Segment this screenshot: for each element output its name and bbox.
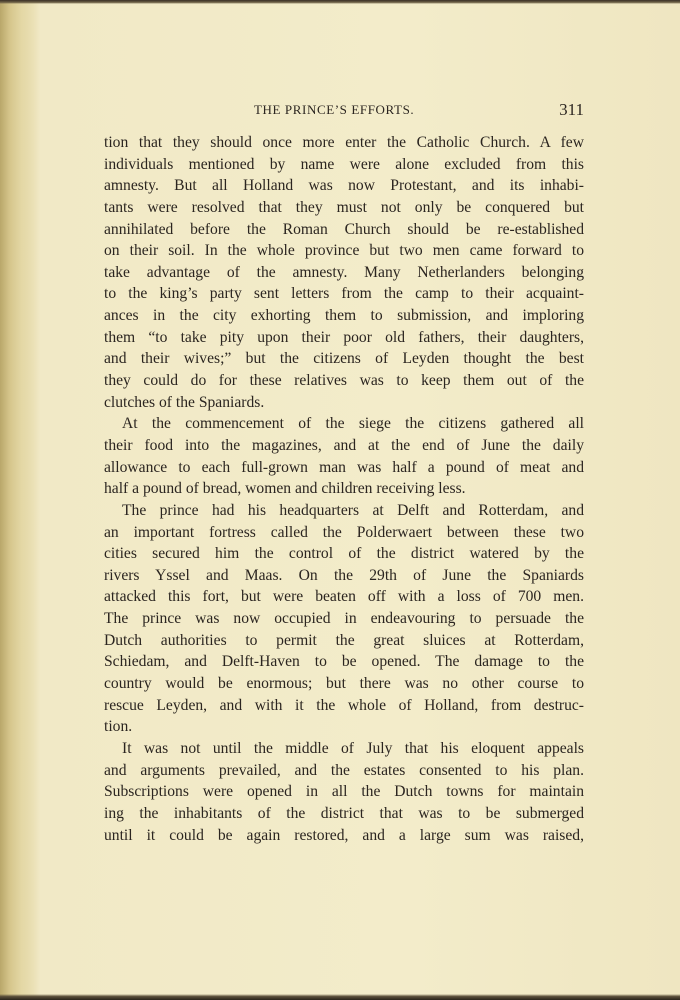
top-page-edge bbox=[0, 0, 680, 4]
text-line: rivers Yssel and Maas. On the 29th of June the Spaniards bbox=[104, 566, 584, 584]
text-line: country would be enormous; but there was no other course to bbox=[104, 675, 584, 693]
text-line: tion. bbox=[104, 718, 133, 736]
page-gutter bbox=[0, 0, 40, 1000]
text-line: and arguments prevailed, and the estates consented to his plan. bbox=[104, 761, 584, 779]
text-line: them “to take pity upon their poor old fathers, their daughters, bbox=[104, 328, 584, 346]
text-line: Schiedam, and Delft-Haven to be opened. The damage to the bbox=[104, 653, 584, 671]
running-head: THE PRINCE’S EFFORTS. bbox=[254, 102, 415, 117]
text-line: tion that they should once more enter the Catholic Church. A few bbox=[104, 134, 584, 151]
text-line: Dutch authorities to permit the great sluices at Rotterdam, bbox=[104, 631, 584, 649]
body-text bbox=[104, 132, 584, 846]
text-line: and their wives;” but the citizens of Leyden thought the best bbox=[104, 350, 584, 368]
text-line: clutches of the Spaniards. bbox=[104, 393, 265, 411]
text-line: At the commencement of the siege the citizens gathered all bbox=[122, 415, 584, 433]
text-line: attacked this fort, but were beaten off with a loss of 700 men. bbox=[104, 588, 584, 606]
text-line: take advantage of the amnesty. Many Netherlanders belonging bbox=[104, 263, 584, 281]
text-line: The prince was now occupied in endeavouring to persuade the bbox=[104, 610, 584, 628]
text-line: It was not until the middle of July that his eloquent appeals bbox=[122, 739, 584, 757]
text-line: cities secured him the control of the district watered by the bbox=[104, 545, 584, 563]
text-line: ances in the city exhorting them to submission, and imploring bbox=[104, 307, 584, 325]
text-line: tants were resolved that they must not only be conquered but bbox=[104, 198, 584, 216]
text-line: an important fortress called the Polderwaert between these two bbox=[104, 523, 584, 541]
text-line: until it could be again restored, and a large sum was raised, bbox=[104, 826, 584, 844]
text-line: amnesty. But all Holland was now Protestant, and its inhabi- bbox=[104, 177, 584, 195]
page-header bbox=[104, 100, 584, 122]
text-line: on their soil. In the whole province but two men came forward to bbox=[104, 242, 584, 260]
text-line: to the king’s party sent letters from the camp to their acquaint- bbox=[104, 285, 584, 303]
bottom-page-edge bbox=[0, 994, 680, 1000]
text-line: half a pound of bread, women and children receiving less. bbox=[104, 480, 466, 498]
text-line: they could do for these relatives was to keep them out of the bbox=[104, 372, 584, 390]
text-line: allowance to each full-grown man was half a pound of meat and bbox=[104, 458, 584, 476]
page-number: 311 bbox=[559, 100, 584, 119]
text-line: their food into the magazines, and at the end of June the daily bbox=[104, 436, 584, 454]
text-line: The prince had his headquarters at Delft and Rotterdam, and bbox=[122, 501, 584, 519]
text-line: rescue Leyden, and with it the whole of Holland, from destruc- bbox=[104, 696, 584, 714]
text-line: individuals mentioned by name were alone excluded from this bbox=[104, 155, 584, 173]
text-line: ing the inhabitants of the district that was to be submerged bbox=[104, 804, 584, 822]
text-line: annihilated before the Roman Church should be re-established bbox=[104, 220, 584, 238]
text-line: Subscriptions were opened in all the Dutch towns for maintain bbox=[104, 783, 584, 801]
